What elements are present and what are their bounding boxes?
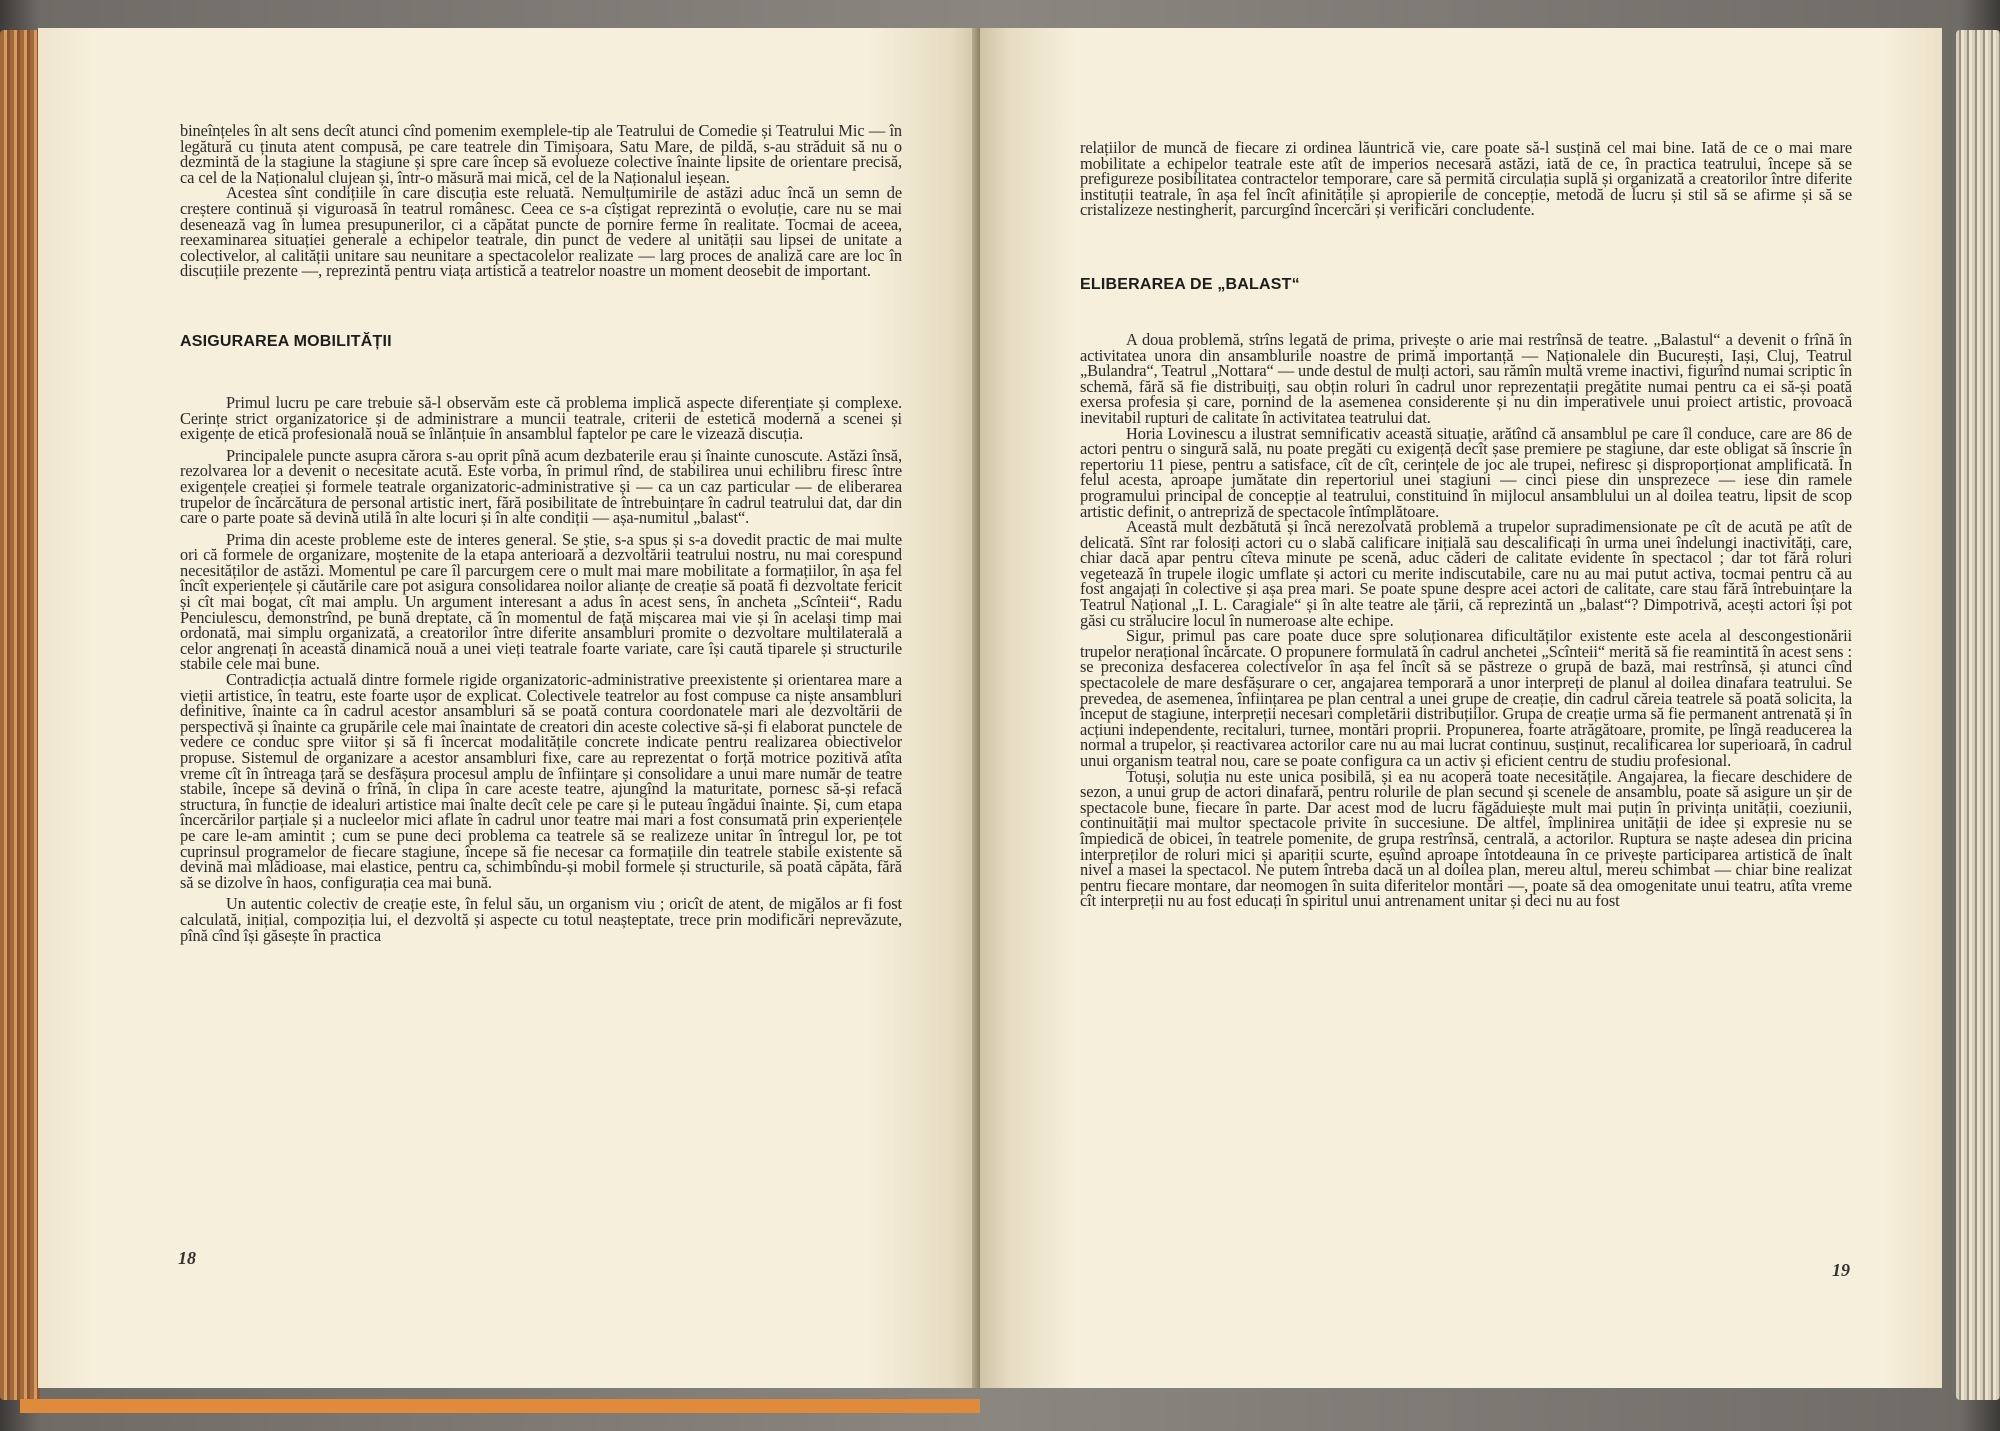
page-number-left: 18 [178, 1248, 196, 1268]
left-page-body [180, 392, 902, 945]
paragraph: bineînțeles în alt sens decît atunci cînd pomenim exemplele-tip ale Teatrului de Comedie și Teatrului Mic — în legătură cu ținuta atent compusă, pe care teatrele din Timișoara, Satu Mare, de pildă, s-au străduit să nu o dezmintă de la stagiune la stagiune și spre care încep să evolueze colective înainte lipsite de orientare precisă, ca cel de la Naționalul clujean și, într-o măsură mai mică, cel de la Naționalul ieșean. [180, 121, 902, 187]
paragraph: Primul lucru pe care trebuie să-l observăm este că problema implică aspecte diferențiate și complexe. Cerințe strict organizatorice și de administrare a muncii teatrale, criterii de estetică modernă a scenei și exigențe de etică profesională nouă se înlănțuie în ansamblul faptelor pe care le vizează discuția. [180, 392, 902, 444]
page-number-right: 19 [1832, 1260, 1850, 1280]
paragraph: Acestea sînt condițiile în care discuția este reluată. Nemulțumirile de astăzi aduc încă un semn de creștere continuă și viguroasă în teatrul românesc. Ceea ce s-a cîștigat reprezintă o evoluție, care nu se mai desenează vag în lumea presupunerilor, ci a căpătat puncte de pornire ferme în realitate. Tocmai de aceea, reexaminarea situației generale a echipelor teatrale, din punct de vedere al unității sau lipsei de unitate a colectivelor, al calității unitare sau neunitare a spectacolelor realizate — larg proces de analiză care are loc în discuțiile prezente —, reprezintă pentru viața artistică a teatrelor noastre un moment deosebit de important. [180, 183, 902, 281]
paragraph: Totuși, soluția nu este unica posibilă, și ea nu acoperă toate necesitățile. Angajarea, la fiecare deschidere de sezon, a unui grup de actori dinafară, pentru rolurile de plan secund și scenele de ansamblu, poate să asigure un șir de spectacole bune, fiecare în parte. Dar acest mod de lucru făgăduiește mult mai puțin în privința unității, coeziunii, continuității mai multor spectacole privite în succesiune. De altfel, împlinirea unității de idee și expresie nu se împiedică de obicei, în teatrele pomenite, de grupa restrînsă, centrală, a actorilor. Ruptura se naște adesea din pricina interpreților de roluri mici și apariții scurte, eșuînd aproape întotdeauna în ce privește participarea artistică de înalt nivel a masei la spectacol. Ne putem întreba dacă un al doilea plan, mereu altul, mereu schimbat — chiar bine realizat pentru fiecare montare, dar neomogen în suita diferitelor montări —, poate să dea omogenitate unui teatru, atîta vreme cît interpreții nu au fost educați în spiritul unui antrenament unitar și deci nu au fost [1080, 766, 1852, 911]
right-page [980, 28, 1942, 1388]
left-page-intro [180, 123, 902, 279]
page-stack-edge-right [1956, 30, 2000, 1400]
paragraph: Un autentic colectiv de creație este, în felul său, un organism viu ; oricît de atent, de migălos ar fi fost calculată, inițial, compoziția lui, el dezvoltă și aspecte cu totul neașteptate, trece prin modificări neprevăzute, pînă cînd își găsește în practica [180, 894, 902, 945]
paragraph: Principalele puncte asupra cărora s-au oprit pînă acum dezbaterile erau și înainte cunoscute. Astăzi însă, rezolvarea lor a devenit o necesitate acută. Este vorba, în primul rînd, de stabilirea unui echilibru firesc între exigențele creației și formele teatrale organizatoric-administrative și — ca un caz particular — de eliberarea trupelor de încărcătura de personal artistic inert, fără posibilitate de întrebuințare în cadrul teatrului dat, dar din care o parte poate să devină utilă în alte locuri și în alte condiții — așa-numitul „balast“. [180, 445, 902, 528]
cover-edge-bottom [20, 1399, 980, 1413]
section-heading-ballast: ELIBERAREA DE „BALAST“ [1080, 275, 1300, 293]
book-spine-edge-left [0, 30, 40, 1400]
paragraph: relațiilor de muncă de fiecare zi ordinea lăuntrică vie, care poate să-l susțină cel mai bine. Iată de ce o mai mare mobilitate a echipelor teatrale este atît de imperios necesară astăzi, iată de ce, în practica teatrului, începe să se prefigureze posibilitatea contractelor temporare, care să permită circulația suplă și organizată a creatorilor între diferite instituții teatrale, în așa fel încît afinitățile și apropierile de concepție, metodă de lucru și stil să se afirme și să se cristalizeze nestingherit, parcurgînd încercări și verificări concludente. [1080, 138, 1852, 220]
paragraph: Prima din aceste probleme este de interes general. Se știe, s-a spus și s-a dovedit practic de mai multe ori că formele de organizare, moștenite de la etapa anterioară a dezvoltării teatrului nostru, nu mai corespund necesităților de astăzi. Momentul pe care îl parcurgem cere o mult mai mare mobilitate a formațiilor, în așa fel încît experiențele și căutările care pot asigura consolidarea noilor alianțe de creație să poată fi dezvoltate fericit și cît mai bogat, cît mai amplu. Un argument interesant a adus în acest sens, în ancheta „Scînteii“, Radu Penciulescu, demonstrînd, pe bună dreptate, că în momentul de față mișcarea mai vie și în același timp mai ordonată, mai simplu organizată, a creatorilor între diferite ansambluri promite o dezvoltare multilaterală a celor angrenați în această dinamică nouă a unei vieți teatrale foarte variate, care își caută tiparele și structurile stabile cele mai bune. [180, 529, 902, 674]
paragraph: Contradicția actuală dintre formele rigide organizatoric-administrative preexistente și orientarea mare a vieții artistice, în teatru, este foarte ușor de explicat. Colectivele teatrelor au fost compuse ca niște ansambluri definitive, înainte ca în cadrul acestor ansambluri să se poată contura coordonatele mari ale dezvoltării de perspectivă și înainte ca grupările cele mai înaintate de creatori din aceste colective să-și fi elaborat punctele de vedere ce conduc spre viitor și să fi încercat modalitățile concrete indicate pentru realizarea obiectivelor propuse. Sistemul de organizare a acestor ansambluri fixe, care au reprezentat o forță motrice pozitivă atîta vreme cît în întreaga țară se desfășura procesul amplu de înființare și consolidare a unui mare număr de teatre stabile, începe să devină o frînă, în clipa în care aceste teatre, ajungînd la maturitate, pornesc să-și refacă structura, în funcție de idealuri artistice mai înalte decît cele pe care și le puteau îngădui înainte. Și, cum etapa încercărilor parțiale și a nucleelor mici aflate în cadrul unor teatre mai mari a fost consumată prin experiențele pe care le-am amintit ; cum se pune deci problema ca teatrele să se realizeze unitar în întregul lor, pe tot cuprinsul programelor de fiecare stagiune, începe să fie necesar ca formațiile din teatrele stabile existente să devină mai mlădioase, mai elastice, pentru ca, schimbîndu-și mobil formele și structurile, să poată căpăta, fără să se dizolve în haos, configurația cea mai bună. [180, 670, 902, 892]
paragraph: Sigur, primul pas care poate duce spre soluționarea dificultăților existente este acela al descongestionării trupelor nerațional încărcate. O propunere formulată în cadrul anchetei „Scînteii“ merită să fie reamintită în acest sens : se preconiza desfacerea colectivelor în așa fel încît să se păstreze o grupă de bază, mai restrînsă, și atunci cînd spectacolele de mare desfășurare o cer, angajarea temporară a unor interpreți de planul al doilea dinafara teatrului. Se prevedea, de asemenea, înființarea pe plan central a unei grupe de creație, din cadrul căreia teatrele să poată solicita, la început de stagiune, interpreții necesari completării distribuțiilor. Grupa de creație urma să fie permanent antrenată și în acțiuni independente, recitaluri, turnee, montări proprii. Propunerea, foarte atrăgătoare, promite, pe lîngă readucerea la normal a trupelor, și reactivarea actorilor care nu au mai lucrat continuu, susținut, recalificarea lor superioară, în cadrul unui organism teatral nou, care se poate configura ca un activ și eficient centru de studiu profesional. [1080, 626, 1852, 770]
paragraph: Această mult dezbătută și încă nerezolvată problemă a trupelor supradimensionate pe cît de acută pe atît de delicată. Sînt rar folosiți actori cu o slabă calificare inițială sau descalificați în urma unei îndelungi inactivități, care, chiar dacă apar pentru cîteva minute pe scenă, aduc căderi de calitate evidente în spectacol ; dar tot fără roluri vegetează în trupele ilogic umflate și actori cu merite indiscutabile, care nu au mai putut activa, tocmai pentru că au fost angajați în colective și așa prea mari. Se poate spune despre acei actori de calitate, care stau fără întrebuințare la Teatrul Național „I. L. Caragiale“ și în alte teatre ale țării, că reprezintă un „balast“? Dimpotrivă, acești actori își pot găsi cu strălucire locul în numeroase alte echipe. [1080, 517, 1852, 630]
right-page-intro [1080, 140, 1852, 218]
left-page [38, 28, 980, 1388]
paragraph: Horia Lovinescu a ilustrat semnificativ această situație, arătînd că ansamblul pe care îl conduce, care are 86 de actori pentru o singură sală, nu poate pregăti cu exigență decît șase premiere pe stagiune, dar este obligat să înscrie în repertoriu 11 piese, pentru a satisface, cît de cît, cerințele de joc ale trupei, nefiresc și disproporționat amplificată. În felul acesta, aproape jumătate din repertoriul unei stagiuni — cinci piese din unsprezece — iese din ramele programului principal de concepție al teatrului, constituind în mijlocul ansamblului un al doilea teatru, lipsit de scop artistic definit, o antrepriză de spectacole întîmplătoare. [1080, 423, 1852, 521]
section-heading-mobility: ASIGURAREA MOBILITĂȚII [180, 332, 392, 350]
paragraph: A doua problemă, strîns legată de prima, privește o arie mai restrînsă de teatre. „Balastul“ a devenit o frînă în activitatea unora din ansamblurile noastre de primă importanță — Naționalele din București, Iași, Cluj, Teatrul „Bulandra“, Teatrul „Nottara“ — unde destul de mulți actori, sau rămîn multă vreme inactivi, figurînd numai scriptic în schemă, fără să fie distribuiți, sau obțin roluri în cadrul unor reprezentații pregătite numai pentru ca ei să-și poată exersa profesia și care, pornind de la asemenea considerente și nu din imperativele unui proiect artistic, provoacă inevitabil rupturi de calitate în activitatea teatrului dat. [1080, 329, 1852, 427]
right-page-body [1080, 329, 1852, 911]
